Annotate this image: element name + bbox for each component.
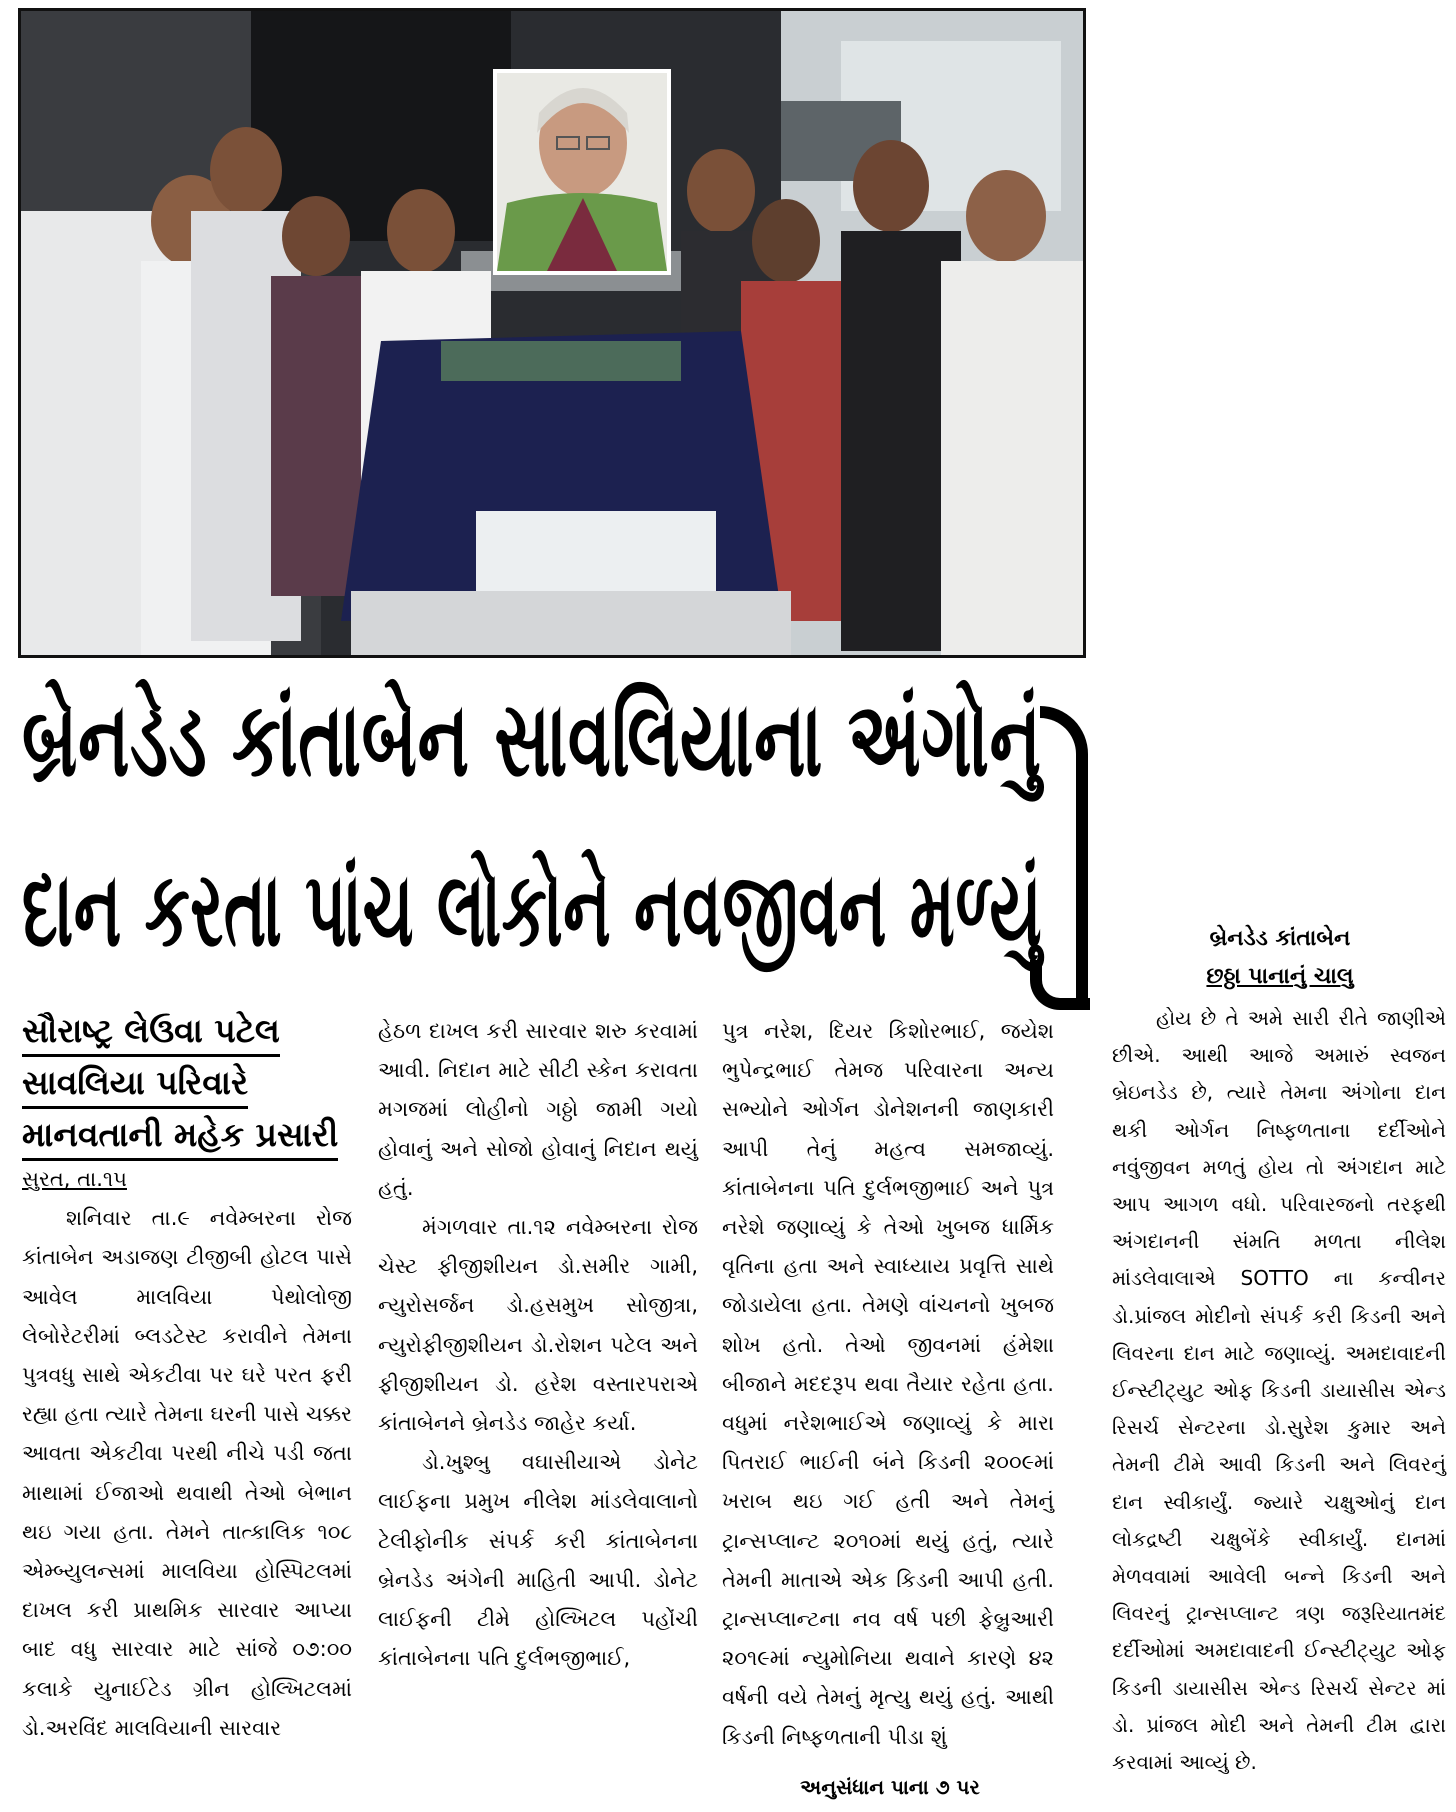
continued-on-label: અનુસંધાન પાના ૭ પર [800, 1775, 980, 1799]
continuation-title [1110, 920, 1450, 996]
column-3-text: પુત્ર નરેશ, દિયર કિશોરભાઈ, જયેશ ભુપેન્દ્રભાઈ તેમજ પરિવારના અન્ય સભ્યોને ઓર્ગન ડોનેશનની જાણકારી આપી તેનું મહત્વ સમજાવ્યું. કાંતાબેનના પતિ દુર્લભજીભાઈ અને પુત્ર નરેશે જણાવ્યું કે તેઓ ખુબજ ધાર્મિક વૃતિના હતા અને સ્વાધ્યાય પ્રવૃત્તિ સાથે જોડાયેલા હતા. તેમણે વાંચનનો ખુબજ શોખ હતો. તેઓ જીવનમાં હંમેશા બીજાને મદદરૂપ થવા તૈયાર રહેતા હતા. વધુમાં નરેશભાઈએ જણાવ્યું કે મારા પિતરાઈ ભાઈની બંને કિડની ૨૦૦૯માં ખરાબ થઇ ગઈ હતી અને તેમનું ટ્રાન્સપ્લાન્ટ ૨૦૧૦માં થયું હતું, ત્યારે તેમની માતાએ એક કિડની આપી હતી. ટ્રાન્સપ્લાન્ટના નવ વર્ષ પછી ફેબ્રુઆરી ૨૦૧૯માં ન્યુમોનિયા થવાને કારણે ૪૨ વર્ષની વયે તેમનું મૃત્યુ થયું હતું. આથી કિડની નિષ્ફળતાની પીડા શું [722, 1019, 1054, 1749]
headline-line-1: બ્રેનડેડ કાંતાબેન સાવલિયાના અંગોનું [22, 678, 1042, 800]
portrait-image [497, 73, 667, 271]
article-column-2 [378, 1012, 698, 1678]
continuation-title-line-1: બ્રેનડેડ કાંતાબેન [1209, 926, 1351, 951]
subheadline-line-3: માનવતાની મહેક પ્રસારી [22, 1112, 338, 1161]
article-column-3 [722, 1012, 1054, 1757]
dateline: સુરત, તા.૧૫ [22, 1167, 127, 1191]
subheadline [22, 1008, 374, 1164]
continuation-text: હોય છે તે અમે સારી રીતે જાણીએ છીએ. આથી આજે અમારું સ્વજન બ્રેઇનડેડ છે, ત્યારે તેમના અંગોના દાન થકી ઓર્ગન નિષ્ફળતાના દર્દીઓને નવુંજીવન મળતું હોય તો અંગદાન માટે આપ આગળ વધો. પરિવારજનો તરફથી અંગદાનની સંમતિ મળતા નીલેશ માંડલેવાલાએ SOTTO ના કન્વીનર ડો.પ્રાંજલ મોદીનો સંપર્ક કરી કિડની અને લિવરના દાન માટે જણાવ્યું. અમદાવાદની ઈન્સ્ટીટ્યુટ ઓફ કિડની ડાયાસીસ એન્ડ રિસર્ચ સેન્ટરના ડો.સુરેશ કુમાર અને તેમની ટીમે આવી કિડની અને લિવરનું દાન સ્વીકાર્યું. જ્યારે ચક્ષુઓનું દાન લોકદ્રષ્ટી ચક્ષુબેંકે સ્વીકાર્યું. દાનમાં મેળવવામાં આવેલી બન્ને કિડની અને લિવરનું ટ્રાન્સપ્લાન્ટ ત્રણ જરૂરિયાતમંદ દર્દીઓમાં અમદાવાદની ઈન્સ્ટીટ્યુટ ઓફ કિડની ડાયાસીસ એન્ડ રિસર્ચ સેન્ટર માં ડો. પ્રાંજલ મોદી અને તેમની ટીમ દ્વારા કરવામાં આવ્યું છે. [1112, 1006, 1446, 1775]
column-2-paragraph-2: મંગળવાર તા.૧૨ નવેમ્બરના રોજ ચેસ્ટ ફીજીશીયન ડો.સમીર ગામી, ન્યુરોસર્જન ડો.હસમુખ સોજીત્રા, ન્યુરોફીજીશીયન ડો.રોશન પટેલ અને ફીજીશીયન ડો. હરેશ વસ્તારપરાએ કાંતાબેનને બ્રેનડેડ જાહેર કર્યા. [378, 1215, 698, 1436]
headline-ornament-tail [1030, 960, 1090, 1010]
article-column-1 [22, 1160, 352, 1748]
headline-line-2: દાન કરતા પાંચ લોકોને નવજીવન મળ્યું [22, 848, 1043, 970]
news-photo [18, 8, 1086, 658]
column-1-text: શનિવાર તા.૯ નવેમ્બરના રોજ કાંતાબેન અડાજણ ટીજીબી હોટલ પાસે આવેલ માલવિયા પેથોલોજી લેબોરેટરીમાં બ્લડટેસ્ટ કરાવીને તેમના પુત્રવધુ સાથે એકટીવા પર ઘરે પરત ફરી રહ્યા હતા ત્યારે તેમના ઘરની પાસે ચક્કર આવતા એકટીવા પરથી નીચે પડી જતા માથામાં ઈજાઓ થવાથી તેઓ બેભાન થઇ ગયા હતા. તેમને તાત્કાલિક ૧૦૮ એમ્બ્યુલન્સમાં માલવિયા હોસ્પિટલમાં દાખલ કરી પ્રાથમિક સારવાર આપ્યા બાદ વધુ સારવાર માટે સાંજે ૦૭:૦૦ કલાકે યુનાઈટેડ ગ્રીન હોલ્ખિટલમાં ડો.અરવિંદ માલવિયાની સારવાર [22, 1206, 352, 1740]
column-2-paragraph-3: ડો.ખુશ્બુ વઘાસીયાએ ડોનેટ લાઈફના પ્રમુખ નીલેશ માંડલેવાલાનો ટેલીફોનીક સંપર્ક કરી કાંતાબેનના બ્રેનડેડ અંગેની માહિતી આપી. ડોનેટ લાઈફની ટીમે હોલ્ખિટલ પહોંચી કાંતાબેનના પતિ દુર્લભજીભાઈ, [378, 1450, 698, 1671]
portrait-inset [493, 69, 671, 275]
article-continuation-column [1112, 1000, 1446, 1781]
subheadline-line-2: સાવલિયા પરિવારે [22, 1060, 248, 1109]
subheadline-line-1: સૌરાષ્ટ્ર લેઉવા પટેલ [22, 1008, 280, 1057]
column-2-paragraph-1: હેઠળ દાખલ કરી સારવાર શરુ કરવામાં આવી. નિદાન માટે સીટી સ્કેન કરાવતા મગજમાં લોહીનો ગઠ્ઠો જામી ગયો હોવાનું અને સોજો હોવાનું નિદાન થયું હતું. [378, 1019, 698, 1200]
continuation-title-line-2: છઠ્ઠા પાનાનું ચાલુ [1206, 964, 1354, 989]
